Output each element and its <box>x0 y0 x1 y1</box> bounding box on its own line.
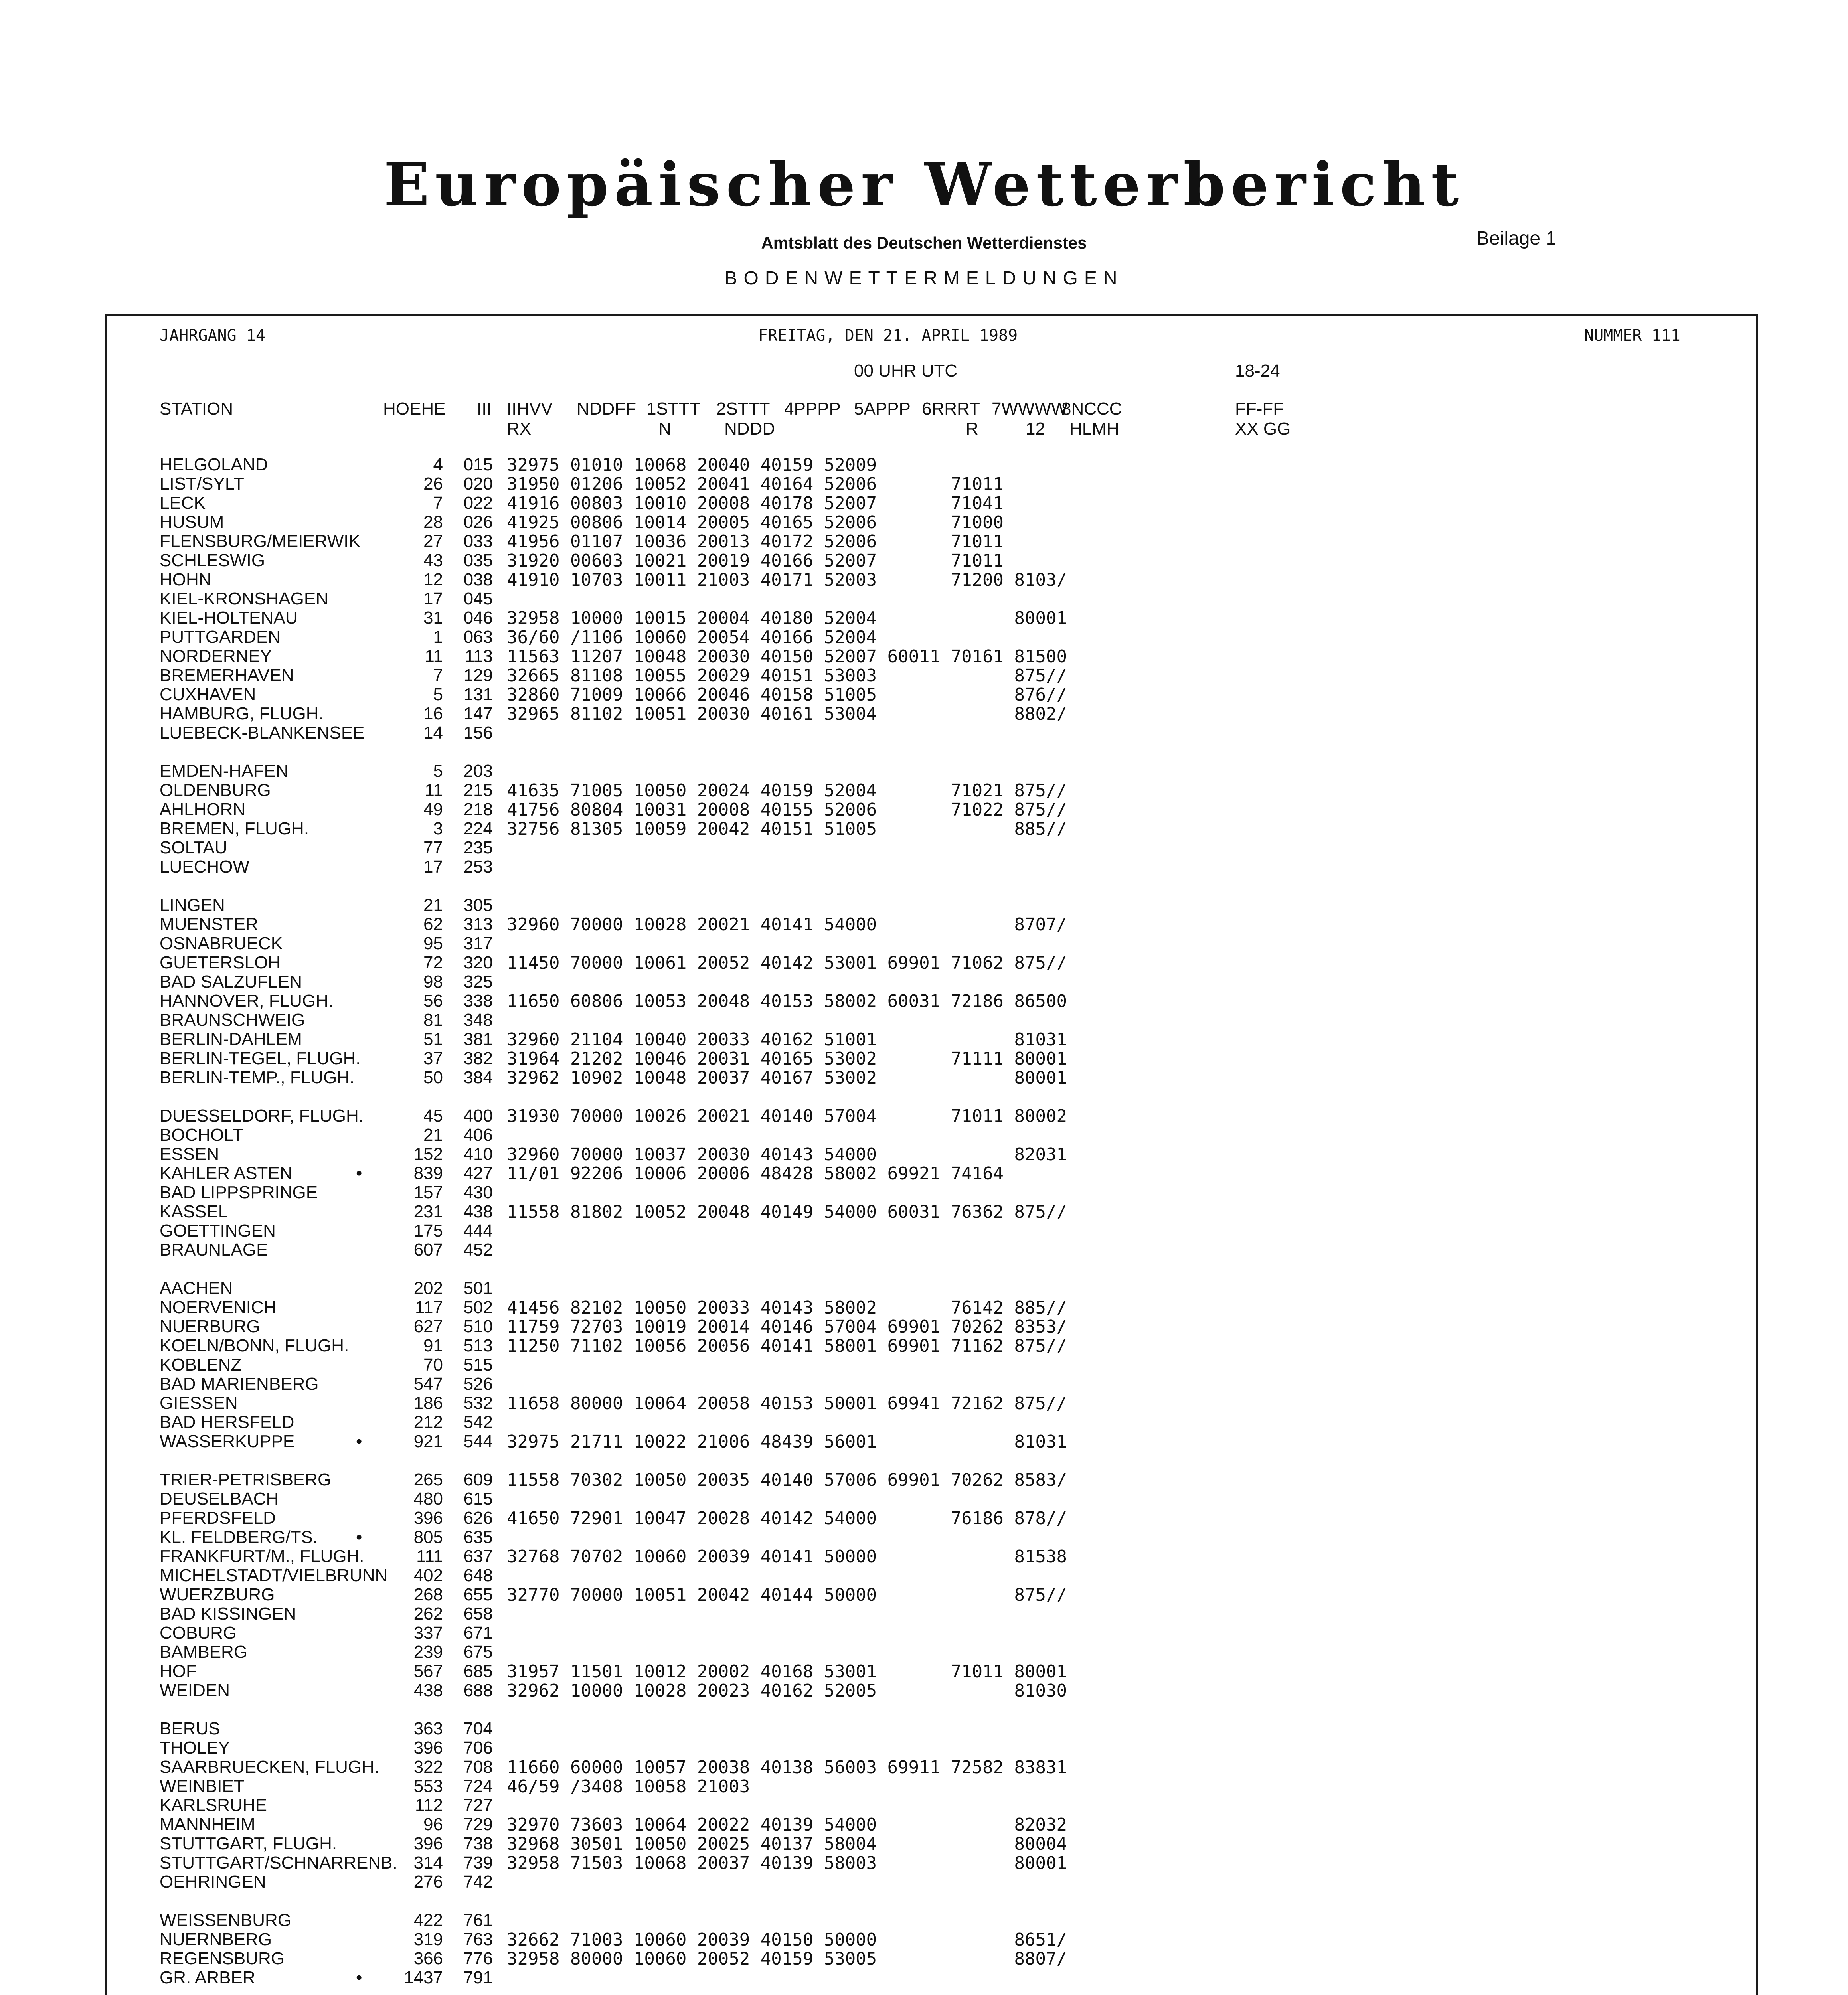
station-id: 026 <box>463 512 493 532</box>
synop-groups: 32975 01010 10068 20040 40159 52009 <box>507 455 877 475</box>
station-name: BRAUNLAGE <box>160 1240 268 1260</box>
station-id: 542 <box>463 1412 493 1432</box>
station-hoehe: 95 <box>423 934 443 953</box>
station-name: GR. ARBER <box>160 1968 255 1987</box>
period-label: 18-24 <box>1235 361 1280 381</box>
station-hoehe: 5 <box>433 761 443 781</box>
station-id: 532 <box>463 1393 493 1413</box>
col-4pppp: 4PPPP <box>784 399 841 419</box>
station-id: 317 <box>463 934 493 953</box>
station-id: 742 <box>463 1872 493 1892</box>
station-id: 708 <box>463 1757 493 1777</box>
station-id: 688 <box>463 1681 493 1700</box>
station-id: 348 <box>463 1010 493 1030</box>
station-hoehe: 16 <box>423 704 443 723</box>
station-hoehe: 1 <box>433 627 443 647</box>
station-name: NORDERNEY <box>160 646 272 666</box>
station-name: PFERDSFELD <box>160 1508 276 1528</box>
synop-groups: 32662 71003 10060 20039 40150 50000 8651/ <box>507 1930 1067 1950</box>
station-hoehe: 72 <box>423 953 443 972</box>
bergstation-marker: • <box>356 1527 362 1547</box>
station-name: BAD HERSFELD <box>160 1412 294 1432</box>
station-id: 400 <box>463 1106 493 1126</box>
col-r: R <box>966 419 978 439</box>
station-name: LINGEN <box>160 895 225 915</box>
col-5appp: 5APPP <box>854 399 911 419</box>
col-xx-gg: XX GG <box>1235 419 1291 439</box>
station-name: BERLIN-TEGEL, FLUGH. <box>160 1049 361 1068</box>
station-hoehe: 152 <box>413 1144 443 1164</box>
station-name: WEIDEN <box>160 1681 230 1700</box>
station-hoehe: 96 <box>423 1815 443 1834</box>
station-name: TRIER-PETRISBERG <box>160 1470 332 1489</box>
station-id: 218 <box>463 800 493 819</box>
synop-groups: 32962 10902 10048 20037 40167 53002 80001 <box>507 1068 1067 1088</box>
station-name: GOETTINGEN <box>160 1221 276 1240</box>
synop-groups: 32958 80000 10060 20052 40159 53005 8807/ <box>507 1949 1067 1969</box>
station-id: 033 <box>463 531 493 551</box>
station-id: 022 <box>463 493 493 513</box>
station-hoehe: 921 <box>413 1432 443 1451</box>
synop-groups: 11558 70302 10050 20035 40140 57006 69901 70262 8583/ <box>507 1470 1067 1490</box>
station-name: HELGOLAND <box>160 455 268 474</box>
station-id: 671 <box>463 1623 493 1643</box>
station-hoehe: 91 <box>423 1336 443 1355</box>
station-name: GIESSEN <box>160 1393 238 1413</box>
station-id: 427 <box>463 1163 493 1183</box>
station-hoehe: 438 <box>413 1681 443 1700</box>
station-name: PUTTGARDEN <box>160 627 281 647</box>
page-subtitle: Amtsblatt des Deutschen Wetterdienstes <box>761 233 1087 252</box>
station-id: 501 <box>463 1278 493 1298</box>
station-hoehe: 402 <box>413 1566 443 1585</box>
station-id: 609 <box>463 1470 493 1489</box>
synop-groups: 31957 11501 10012 20002 40168 53001 71011 80001 <box>507 1661 1067 1682</box>
station-id: 615 <box>463 1489 493 1509</box>
station-name: LIST/SYLT <box>160 474 244 494</box>
station-id: 513 <box>463 1336 493 1355</box>
station-name: OEHRINGEN <box>160 1872 266 1892</box>
station-id: 438 <box>463 1202 493 1221</box>
col-n: N <box>658 419 671 439</box>
station-hoehe: 262 <box>413 1604 443 1624</box>
bergstation-marker: • <box>356 1968 362 1987</box>
station-name: MICHELSTADT/VIELBRUNN <box>160 1566 388 1585</box>
station-hoehe: 31 <box>423 608 443 628</box>
station-hoehe: 12 <box>423 570 443 589</box>
station-id: 410 <box>463 1144 493 1164</box>
station-hoehe: 567 <box>413 1661 443 1681</box>
station-name: BREMERHAVEN <box>160 666 294 685</box>
synop-groups: 11658 80000 10064 20058 40153 50001 69941 72162 875// <box>507 1393 1067 1414</box>
station-name: FLENSBURG/MEIERWIK <box>160 531 360 551</box>
station-id: 156 <box>463 723 493 743</box>
time-label: 00 UHR UTC <box>854 361 958 381</box>
bergstation-marker: • <box>356 1163 362 1183</box>
station-id: 203 <box>463 761 493 781</box>
col-1sttt: 1STTT <box>646 399 700 419</box>
station-id: 510 <box>463 1317 493 1336</box>
synop-groups: 31964 21202 10046 20031 40165 53002 71111 80001 <box>507 1049 1067 1069</box>
station-name: OLDENBURG <box>160 780 271 800</box>
synop-groups: 11759 72703 10019 20014 40146 57004 69901 70262 8353/ <box>507 1317 1067 1337</box>
station-name: WEISSENBURG <box>160 1910 292 1930</box>
station-name: KAHLER ASTEN <box>160 1163 293 1183</box>
col-iihvv: IIHVV <box>507 399 553 419</box>
station-id: 526 <box>463 1374 493 1394</box>
col-rx: RX <box>507 419 532 439</box>
station-hoehe: 276 <box>413 1872 443 1892</box>
synop-groups: 11558 81802 10052 20048 40149 54000 60031 76362 875// <box>507 1202 1067 1222</box>
synop-groups: 41910 10703 10011 21003 40171 52003 71200 8103/ <box>507 570 1067 590</box>
station-name: KOBLENZ <box>160 1355 242 1375</box>
station-hoehe: 314 <box>413 1853 443 1873</box>
station-hoehe: 11 <box>425 780 443 800</box>
station-id: 724 <box>463 1776 493 1796</box>
station-name: REGENSBURG <box>160 1949 285 1968</box>
station-id: 502 <box>463 1298 493 1317</box>
station-name: BERLIN-DAHLEM <box>160 1029 302 1049</box>
station-hoehe: 607 <box>413 1240 443 1260</box>
jahrgang-label: JAHRGANG 14 <box>160 326 265 345</box>
synop-groups: 32756 81305 10059 20042 40151 51005 885// <box>507 819 1067 839</box>
station-hoehe: 51 <box>423 1029 443 1049</box>
station-id: 637 <box>463 1547 493 1566</box>
station-hoehe: 175 <box>413 1221 443 1240</box>
station-hoehe: 322 <box>413 1757 443 1777</box>
station-id: 320 <box>463 953 493 972</box>
synop-groups: 36/60 /1106 10060 20054 40166 52004 <box>507 627 877 648</box>
station-name: BAMBERG <box>160 1642 248 1662</box>
station-id: 763 <box>463 1930 493 1949</box>
station-hoehe: 396 <box>413 1508 443 1528</box>
station-hoehe: 839 <box>413 1163 443 1183</box>
station-id: 382 <box>463 1049 493 1068</box>
station-hoehe: 112 <box>415 1796 443 1815</box>
station-id: 046 <box>463 608 493 628</box>
station-id: 020 <box>463 474 493 494</box>
station-id: 147 <box>463 704 493 723</box>
page-title: Europäischer Wetterbericht <box>383 150 1465 220</box>
station-hoehe: 422 <box>413 1910 443 1930</box>
station-id: 658 <box>463 1604 493 1624</box>
station-name: WASSERKUPPE <box>160 1432 295 1451</box>
station-hoehe: 70 <box>423 1355 443 1375</box>
col-8nccc: 8NCCC <box>1061 399 1122 419</box>
station-hoehe: 7 <box>433 493 443 513</box>
station-name: SCHLESWIG <box>160 551 265 570</box>
station-name: HAMBURG, FLUGH. <box>160 704 324 723</box>
station-hoehe: 3 <box>433 819 443 838</box>
station-id: 338 <box>463 991 493 1011</box>
station-id: 035 <box>463 551 493 570</box>
station-id: 381 <box>463 1029 493 1049</box>
synop-groups: 11563 11207 10048 20030 40150 52007 60011 70161 81500 <box>507 646 1067 667</box>
station-id: 129 <box>463 666 493 685</box>
station-hoehe: 157 <box>413 1183 443 1202</box>
synop-groups: 46/59 /3408 10058 21003 <box>507 1776 750 1797</box>
station-hoehe: 11 <box>425 646 443 666</box>
station-name: MANNHEIM <box>160 1815 255 1834</box>
station-id: 253 <box>463 857 493 877</box>
station-name: KARLSRUHE <box>160 1796 267 1815</box>
station-hoehe: 50 <box>423 1068 443 1087</box>
station-hoehe: 111 <box>416 1547 443 1566</box>
col-nddff: NDDFF <box>577 399 636 419</box>
station-name: AHLHORN <box>160 800 246 819</box>
station-name: KASSEL <box>160 1202 228 1221</box>
station-hoehe: 81 <box>423 1010 443 1030</box>
station-hoehe: 268 <box>413 1585 443 1604</box>
station-name: SOLTAU <box>160 838 227 857</box>
station-id: 729 <box>463 1815 493 1834</box>
synop-groups: 41756 80804 10031 20008 40155 52006 71022 875// <box>507 800 1067 820</box>
station-id: 015 <box>463 455 493 474</box>
synop-groups: 32960 70000 10037 20030 40143 54000 82031 <box>507 1144 1067 1165</box>
station-hoehe: 5 <box>433 685 443 704</box>
station-name: STUTTGART, FLUGH. <box>160 1834 337 1853</box>
station-hoehe: 62 <box>423 915 443 934</box>
station-id: 738 <box>463 1834 493 1853</box>
station-hoehe: 56 <box>423 991 443 1011</box>
col-iii: III <box>477 399 492 419</box>
station-hoehe: 265 <box>413 1470 443 1489</box>
station-hoehe: 77 <box>423 838 443 857</box>
col-hlmh: HLMH <box>1069 419 1119 439</box>
synop-groups: 11650 60806 10053 20048 40153 58002 60031 72186 86500 <box>507 991 1067 1011</box>
synop-groups: 31920 00603 10021 20019 40166 52007 71011 <box>507 551 1004 571</box>
station-name: GUETERSLOH <box>160 953 281 972</box>
col-nddd: NDDD <box>724 419 775 439</box>
col-7wwww: 7WWWW <box>992 399 1068 419</box>
synop-groups: 32962 10000 10028 20023 40162 52005 81030 <box>507 1681 1067 1701</box>
station-id: 325 <box>463 972 493 992</box>
station-hoehe: 480 <box>413 1489 443 1509</box>
station-hoehe: 627 <box>413 1317 443 1336</box>
synop-groups: 32770 70000 10051 20042 40144 50000 875// <box>507 1585 1067 1605</box>
station-id: 635 <box>463 1527 493 1547</box>
station-hoehe: 17 <box>423 857 443 877</box>
station-id: 430 <box>463 1183 493 1202</box>
station-name: MUENSTER <box>160 915 258 934</box>
station-id: 706 <box>463 1738 493 1758</box>
station-name: OSNABRUECK <box>160 934 283 953</box>
date-label: FREITAG, DEN 21. APRIL 1989 <box>758 326 1018 345</box>
station-name: KIEL-HOLTENAU <box>160 608 298 628</box>
station-id: 776 <box>463 1949 493 1968</box>
station-id: 215 <box>463 780 493 800</box>
station-id: 131 <box>463 685 493 704</box>
station-hoehe: 17 <box>423 589 443 608</box>
station-hoehe: 186 <box>413 1393 443 1413</box>
synop-groups: 32958 71503 10068 20037 40139 58003 80001 <box>507 1853 1067 1873</box>
station-hoehe: 805 <box>413 1527 443 1547</box>
col-station: STATION <box>160 399 233 419</box>
station-hoehe: 396 <box>413 1834 443 1853</box>
section-title: BODENWETTERMELDUNGEN <box>724 268 1124 289</box>
station-hoehe: 45 <box>423 1106 443 1126</box>
synop-groups: 32958 10000 10015 20004 40180 52004 80001 <box>507 608 1067 628</box>
station-name: LECK <box>160 493 206 513</box>
station-name: HUSUM <box>160 512 224 532</box>
col-2sttt: 2STTT <box>716 399 770 419</box>
station-hoehe: 21 <box>423 1125 443 1145</box>
synop-groups: 31950 01206 10052 20041 40164 52006 71011 <box>507 474 1004 494</box>
station-hoehe: 202 <box>413 1278 443 1298</box>
station-name: KOELN/BONN, FLUGH. <box>160 1336 349 1355</box>
station-hoehe: 239 <box>413 1642 443 1662</box>
station-name: BERLIN-TEMP., FLUGH. <box>160 1068 355 1087</box>
synop-groups: 32970 73603 10064 20022 40139 54000 82032 <box>507 1815 1067 1835</box>
station-hoehe: 319 <box>413 1930 443 1949</box>
station-hoehe: 4 <box>433 455 443 474</box>
station-name: EMDEN-HAFEN <box>160 761 289 781</box>
station-hoehe: 26 <box>423 474 443 494</box>
station-id: 648 <box>463 1566 493 1585</box>
synop-groups: 41925 00806 10014 20005 40165 52006 71000 <box>507 512 1004 533</box>
station-id: 727 <box>463 1796 493 1815</box>
station-name: KL. FELDBERG/TS. <box>160 1527 318 1547</box>
station-hoehe: 547 <box>413 1374 443 1394</box>
nummer-label: NUMMER 111 <box>1584 326 1680 345</box>
station-name: BAD LIPPSPRINGE <box>160 1183 318 1202</box>
station-id: 113 <box>464 646 493 666</box>
station-name: HOHN <box>160 570 211 589</box>
station-name: BERUS <box>160 1719 220 1738</box>
station-name: BAD KISSINGEN <box>160 1604 296 1624</box>
synop-groups: 32965 81102 10051 20030 40161 53004 8802/ <box>507 704 1067 724</box>
synop-groups: 41650 72901 10047 20028 40142 54000 76186 878// <box>507 1508 1067 1529</box>
station-name: AACHEN <box>160 1278 233 1298</box>
station-name: NOERVENICH <box>160 1298 277 1317</box>
station-id: 063 <box>463 627 493 647</box>
station-id: 544 <box>463 1432 493 1451</box>
station-name: CUXHAVEN <box>160 685 256 704</box>
station-id: 038 <box>463 570 493 589</box>
station-id: 761 <box>463 1910 493 1930</box>
station-name: BAD MARIENBERG <box>160 1374 319 1394</box>
station-hoehe: 49 <box>423 800 443 819</box>
synop-groups: 11/01 92206 10006 20006 48428 58002 69921 74164 <box>507 1163 1004 1184</box>
station-name: ESSEN <box>160 1144 219 1164</box>
synop-groups: 31930 70000 10026 20021 40140 57004 71011 80002 <box>507 1106 1067 1126</box>
synop-groups: 32768 70702 10060 20039 40141 50000 81538 <box>507 1547 1067 1567</box>
synop-groups: 41916 00803 10010 20008 40178 52007 71041 <box>507 493 1004 514</box>
station-id: 675 <box>463 1642 493 1662</box>
station-name: DEUSELBACH <box>160 1489 279 1509</box>
station-name: WUERZBURG <box>160 1585 275 1604</box>
station-id: 791 <box>463 1968 493 1987</box>
col-6rrrt: 6RRRT <box>922 399 980 419</box>
station-id: 313 <box>463 915 493 934</box>
station-name: THOLEY <box>160 1738 230 1758</box>
station-hoehe: 1437 <box>404 1968 443 1987</box>
synop-groups: 32860 71009 10066 20046 40158 51005 876// <box>507 685 1067 705</box>
station-name: FRANKFURT/M., FLUGH. <box>160 1547 364 1566</box>
station-id: 384 <box>463 1068 493 1087</box>
station-name: HANNOVER, FLUGH. <box>160 991 334 1011</box>
station-id: 685 <box>463 1661 493 1681</box>
col-hoehe: HOEHE <box>383 399 446 419</box>
synop-groups: 32960 21104 10040 20033 40162 51001 81031 <box>507 1029 1067 1050</box>
station-hoehe: 337 <box>413 1623 443 1643</box>
station-hoehe: 117 <box>415 1298 443 1317</box>
station-hoehe: 14 <box>423 723 443 743</box>
beilage-label: Beilage 1 <box>1476 228 1557 249</box>
station-name: KIEL-KRONSHAGEN <box>160 589 328 608</box>
station-id: 626 <box>463 1508 493 1528</box>
station-id: 739 <box>463 1853 493 1873</box>
station-name: BRAUNSCHWEIG <box>160 1010 305 1030</box>
station-name: BOCHOLT <box>160 1125 243 1145</box>
station-hoehe: 212 <box>413 1412 443 1432</box>
station-id: 704 <box>463 1719 493 1738</box>
station-hoehe: 27 <box>423 531 443 551</box>
synop-groups: 41456 82102 10050 20033 40143 58002 76142 885// <box>507 1298 1067 1318</box>
synop-groups: 11660 60000 10057 20038 40138 56003 69911 72582 83831 <box>507 1757 1067 1778</box>
station-hoehe: 98 <box>423 972 443 992</box>
station-id: 406 <box>463 1125 493 1145</box>
station-name: HOF <box>160 1661 197 1681</box>
station-name: NUERNBERG <box>160 1930 272 1949</box>
synop-groups: 32960 70000 10028 20021 40141 54000 8707/ <box>507 915 1067 935</box>
station-name: STUTTGART/SCHNARRENB. <box>160 1853 397 1873</box>
station-hoehe: 37 <box>423 1049 443 1068</box>
col-ff-ff: FF-FF <box>1235 399 1284 419</box>
synop-groups: 32975 21711 10022 21006 48439 56001 81031 <box>507 1432 1067 1452</box>
station-id: 045 <box>463 589 493 608</box>
synop-groups: 41635 71005 10050 20024 40159 52004 71021 875// <box>507 780 1067 801</box>
synop-groups: 11250 71102 10056 20056 40141 58001 69901 71162 875// <box>507 1336 1067 1356</box>
station-hoehe: 231 <box>413 1202 443 1221</box>
station-name: SAARBRUECKEN, FLUGH. <box>160 1757 379 1777</box>
station-hoehe: 396 <box>413 1738 443 1758</box>
station-hoehe: 7 <box>433 666 443 685</box>
bergstation-marker: • <box>356 1432 362 1451</box>
station-name: BAD SALZUFLEN <box>160 972 302 992</box>
synop-groups: 32665 81108 10055 20029 40151 53003 875// <box>507 666 1067 686</box>
station-hoehe: 43 <box>423 551 443 570</box>
station-id: 452 <box>463 1240 493 1260</box>
station-name: NUERBURG <box>160 1317 260 1336</box>
synop-groups: 41956 01107 10036 20013 40172 52006 71011 <box>507 531 1004 552</box>
station-id: 224 <box>463 819 493 838</box>
station-hoehe: 363 <box>413 1719 443 1738</box>
station-name: COBURG <box>160 1623 237 1643</box>
synop-groups: 32968 30501 10050 20025 40137 58004 80004 <box>507 1834 1067 1854</box>
station-hoehe: 553 <box>413 1776 443 1796</box>
station-id: 235 <box>463 838 493 857</box>
col-12: 12 <box>1026 419 1045 439</box>
station-name: DUESSELDORF, FLUGH. <box>160 1106 364 1126</box>
station-hoehe: 366 <box>413 1949 443 1968</box>
station-id: 655 <box>463 1585 493 1604</box>
synop-groups: 11450 70000 10061 20052 40142 53001 69901 71062 875// <box>507 953 1067 973</box>
station-id: 444 <box>463 1221 493 1240</box>
station-name: WEINBIET <box>160 1776 245 1796</box>
station-name: LUEBECK-BLANKENSEE <box>160 723 365 743</box>
station-name: LUECHOW <box>160 857 249 877</box>
station-id: 515 <box>463 1355 493 1375</box>
station-id: 305 <box>463 895 493 915</box>
station-hoehe: 28 <box>423 512 443 532</box>
station-name: BREMEN, FLUGH. <box>160 819 309 838</box>
station-hoehe: 21 <box>423 895 443 915</box>
